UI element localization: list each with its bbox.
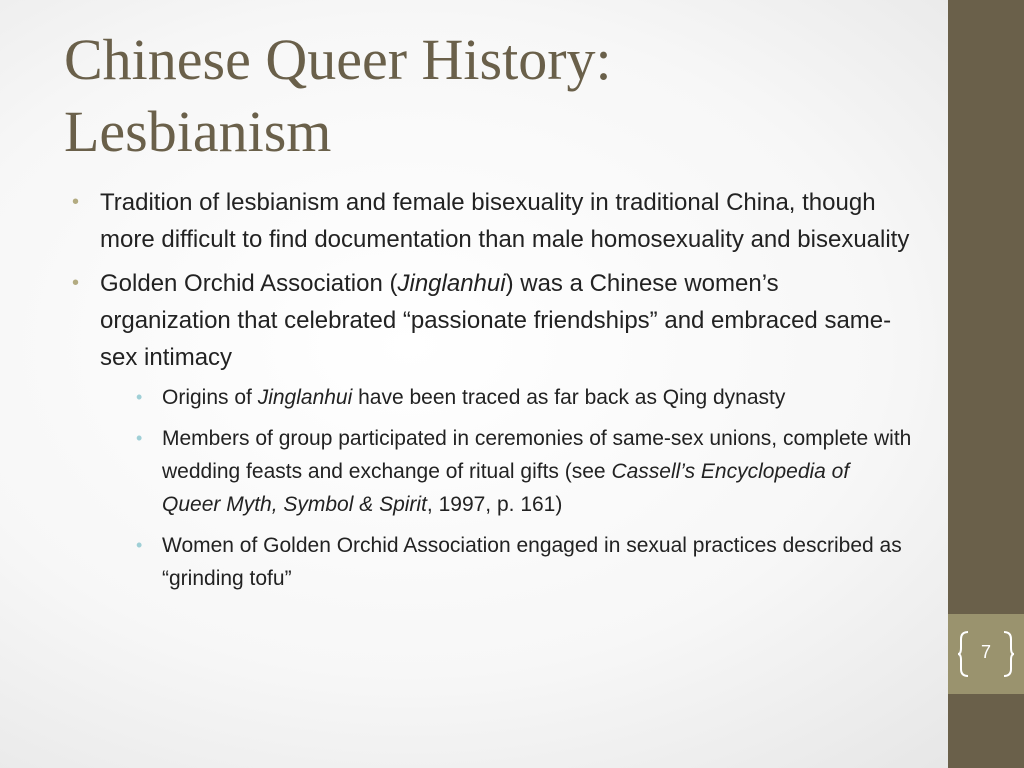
page-number: 7 — [980, 642, 991, 662]
sub-bullet-list — [100, 381, 912, 595]
sub-bullet-text-before: Members of group participated in ceremonies of same-sex unions, complete with wedding feasts and exchange of ritual gifts (see — [162, 427, 912, 483]
bullet-text-after: ) was a Chinese women’s organization that celebrated “passionate friendships” and embraced same-sex intimacy — [100, 270, 892, 371]
sub-bullet-marker-icon: • — [136, 535, 143, 555]
bullet-marker-icon: • — [72, 191, 80, 213]
bullet-text: Tradition of lesbianism and female bisexuality in traditional China, though more difficult to find documentation than male homosexuality and bisexuality — [100, 189, 910, 253]
sub-bullet-text: Women of Golden Orchid Association engaged in sexual practices described as “grinding tofu” — [162, 534, 902, 590]
bullet-text-italic: Jinglanhui — [397, 270, 506, 297]
bullet-marker-icon: • — [72, 272, 80, 294]
sub-bullet-marker-icon: • — [136, 428, 143, 448]
bullet-item — [72, 265, 912, 595]
sub-bullet-text-after: , 1997, p. 161) — [426, 493, 563, 516]
sub-bullet-item — [128, 422, 912, 521]
bullet-item — [72, 184, 912, 258]
title-line-2: Lesbianism — [64, 99, 332, 164]
sub-bullet-item — [128, 381, 912, 414]
sub-bullet-marker-icon: • — [136, 387, 143, 407]
slide-content — [72, 184, 912, 603]
sub-bullet-item — [128, 529, 912, 595]
bullet-list — [72, 184, 912, 595]
sub-bullet-text-after: have been traced as far back as Qing dynasty — [352, 386, 786, 409]
bullet-text-before: Golden Orchid Association ( — [100, 270, 398, 297]
sub-bullet-text-italic: Jinglanhui — [257, 386, 353, 409]
sub-bullet-text-before: Origins of — [162, 386, 258, 409]
slide-title — [64, 24, 934, 168]
title-line-1: Chinese Queer History: — [64, 27, 612, 92]
sub-bullet-text-italic: Cassell’s Encyclopedia of Queer Myth, Symbol & Spirit — [162, 460, 850, 516]
